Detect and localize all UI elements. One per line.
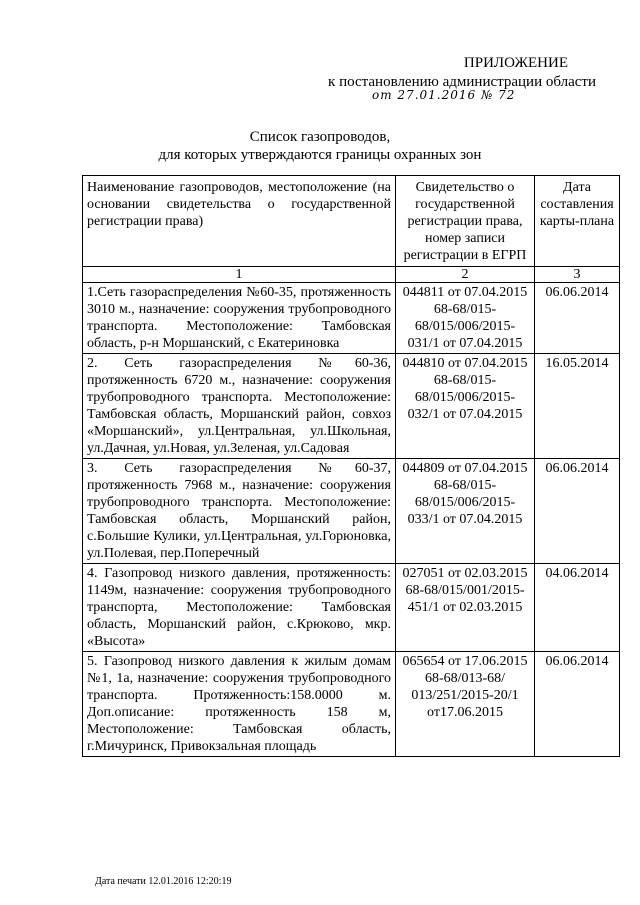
date-cell: 04.06.2014 xyxy=(535,564,620,652)
pipeline-name-cell: 5. Газопровод низкого давления к жилым домам №1, 1а, назначение: сооружения трубопроводного транспорта. Протяженность:158.0000 м. Доп.описание: протяженность 158 м, Местоположение: Тамбовская область, г.Мичуринск, Привокзальная площадь xyxy=(83,652,396,757)
table-row xyxy=(83,283,620,354)
column-number: 1 xyxy=(83,267,396,283)
certificate-cell: 044811 от 07.04.2015 68-68/015-68/015/006/2015-031/1 от 07.04.2015 xyxy=(396,283,535,354)
table-row xyxy=(83,564,620,652)
date-cell: 06.06.2014 xyxy=(535,283,620,354)
date-cell: 16.05.2014 xyxy=(535,354,620,459)
title-line-2: для которых утверждаются границы охранных зон xyxy=(158,147,482,163)
pipeline-name-cell: 3. Сеть газораспределения №60-37, протяженность 7968 м., назначение: сооружения трубопроводного транспорта. Местоположение: Тамбовская область, Моршанский район, с.Большие Кулики, ул.Центральная, ул.Горюновка, ул.Полевая, пер.Поперечный xyxy=(83,459,396,564)
table-header-row xyxy=(83,176,620,267)
date-cell: 06.06.2014 xyxy=(535,652,620,757)
appendix-subtitle: к постановлению администрации области xyxy=(328,74,596,90)
print-date: Дата печати 12.01.2016 12:20:19 xyxy=(95,876,232,887)
column-header-name: Наименование газопроводов, местоположение (на основании свидетельства о государственной регистрации права) xyxy=(83,176,396,267)
date-cell: 06.06.2014 xyxy=(535,459,620,564)
column-numbers-row xyxy=(83,267,620,283)
table-row xyxy=(83,652,620,757)
certificate-cell: 044810 от 07.04.2015 68-68/015-68/015/006/2015-032/1 от 07.04.2015 xyxy=(396,354,535,459)
title-line-1: Список газопроводов, xyxy=(249,129,391,145)
column-number: 2 xyxy=(396,267,535,283)
pipeline-name-cell: 4. Газопровод низкого давления, протяженность: 1149м, назначение: сооружения трубопроводного транспорта, Местоположение: Тамбовская область, Моршанский район, с.Крюково, мкр. «Высота» xyxy=(83,564,396,652)
table-row xyxy=(83,459,620,564)
pipeline-name-cell: 2. Сеть газораспределения №60-36, протяженность 6720 м., назначение: сооружения трубопроводного транспорта. Местоположение: Тамбовская область, Моршанский район, совхоз «Моршанский», ул.Центральная, ул.Школьная, ул.Дачная, ул.Новая, ул.Зеленая, ул.Садовая xyxy=(83,354,396,459)
pipeline-name-cell: 1.Сеть газораспределения №60-35, протяженность 3010 м., назначение: сооружения трубопроводного транспорта. Местоположение: Тамбовская область, р-н Моршанский, с Екатериновка xyxy=(83,283,396,354)
document-title xyxy=(0,128,640,164)
certificate-cell: 027051 от 02.03.2015 68-68/015/001/2015-451/1 от 02.03.2015 xyxy=(396,564,535,652)
table-row xyxy=(83,354,620,459)
gas-pipelines-table xyxy=(82,175,620,757)
certificate-cell: 065654 от 17.06.2015 68-68/013-68/ 013/251/2015-20/1 от17.06.2015 xyxy=(396,652,535,757)
column-number: 3 xyxy=(535,267,620,283)
appendix-title: ПРИЛОЖЕНИЕ xyxy=(463,55,568,71)
column-header-certificate: Свидетельство о государственной регистрации права, номер записи регистрации в ЕГРП xyxy=(396,176,535,267)
certificate-cell: 044809 от 07.04.2015 68-68/015-68/015/006/2015-033/1 от 07.04.2015 xyxy=(396,459,535,564)
appendix-header xyxy=(328,55,596,91)
handwritten-date-number: от 27.01.2016 № 72 xyxy=(372,88,516,102)
column-header-date: Дата составления карты-плана xyxy=(535,176,620,267)
